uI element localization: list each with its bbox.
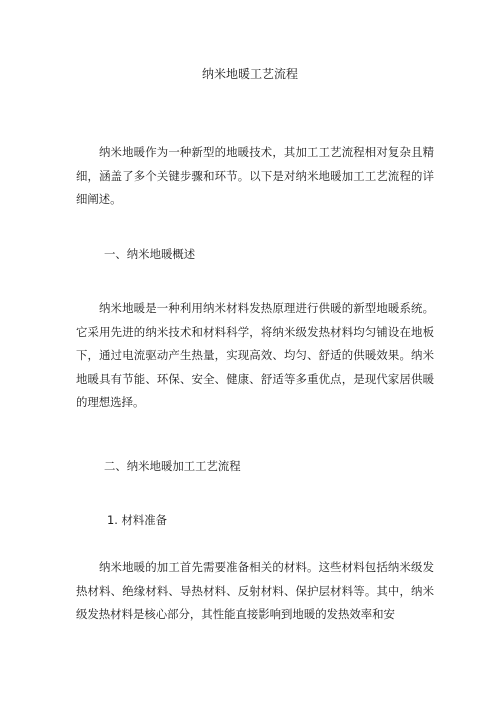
section-heading-process: 二、纳米地暖加工工艺流程 <box>104 459 241 473</box>
intro-paragraph: 纳米地暖作为一种新型的地暖技术，其加工工艺流程相对复杂且精细，涵盖了多个关键步骤和环节。以下是对纳米地暖加工工艺流程的详细阐述。 <box>76 145 434 206</box>
document-title: 纳米地暖工艺流程 <box>201 67 298 81</box>
section-heading-overview: 一、纳米地暖概述 <box>104 247 196 261</box>
material-preparation-paragraph: 纳米地暖的加工首先需要准备相关的材料。这些材料包括纳米级发热材料、绝缘材料、导热材料、反射材料、保护层材料等。其中，纳米级发热材料是核心部分，其性能直接影响到地暖的发热效率和安 <box>76 560 434 621</box>
subsection-heading-material-preparation: 1. 材料准备 <box>107 513 168 527</box>
overview-paragraph: 纳米地暖是一种利用纳米材料发热原理进行供暖的新型地暖系统。它采用先进的纳米技术和材料科学，将纳米级发热材料均匀铺设在地板下，通过电流驱动产生热量，实现高效、均匀、舒适的供暖效果。纳米地暖具有节能、环保、安全、健康、舒适等多重优点，是现代家居供暖的理想选择。 <box>76 301 434 409</box>
